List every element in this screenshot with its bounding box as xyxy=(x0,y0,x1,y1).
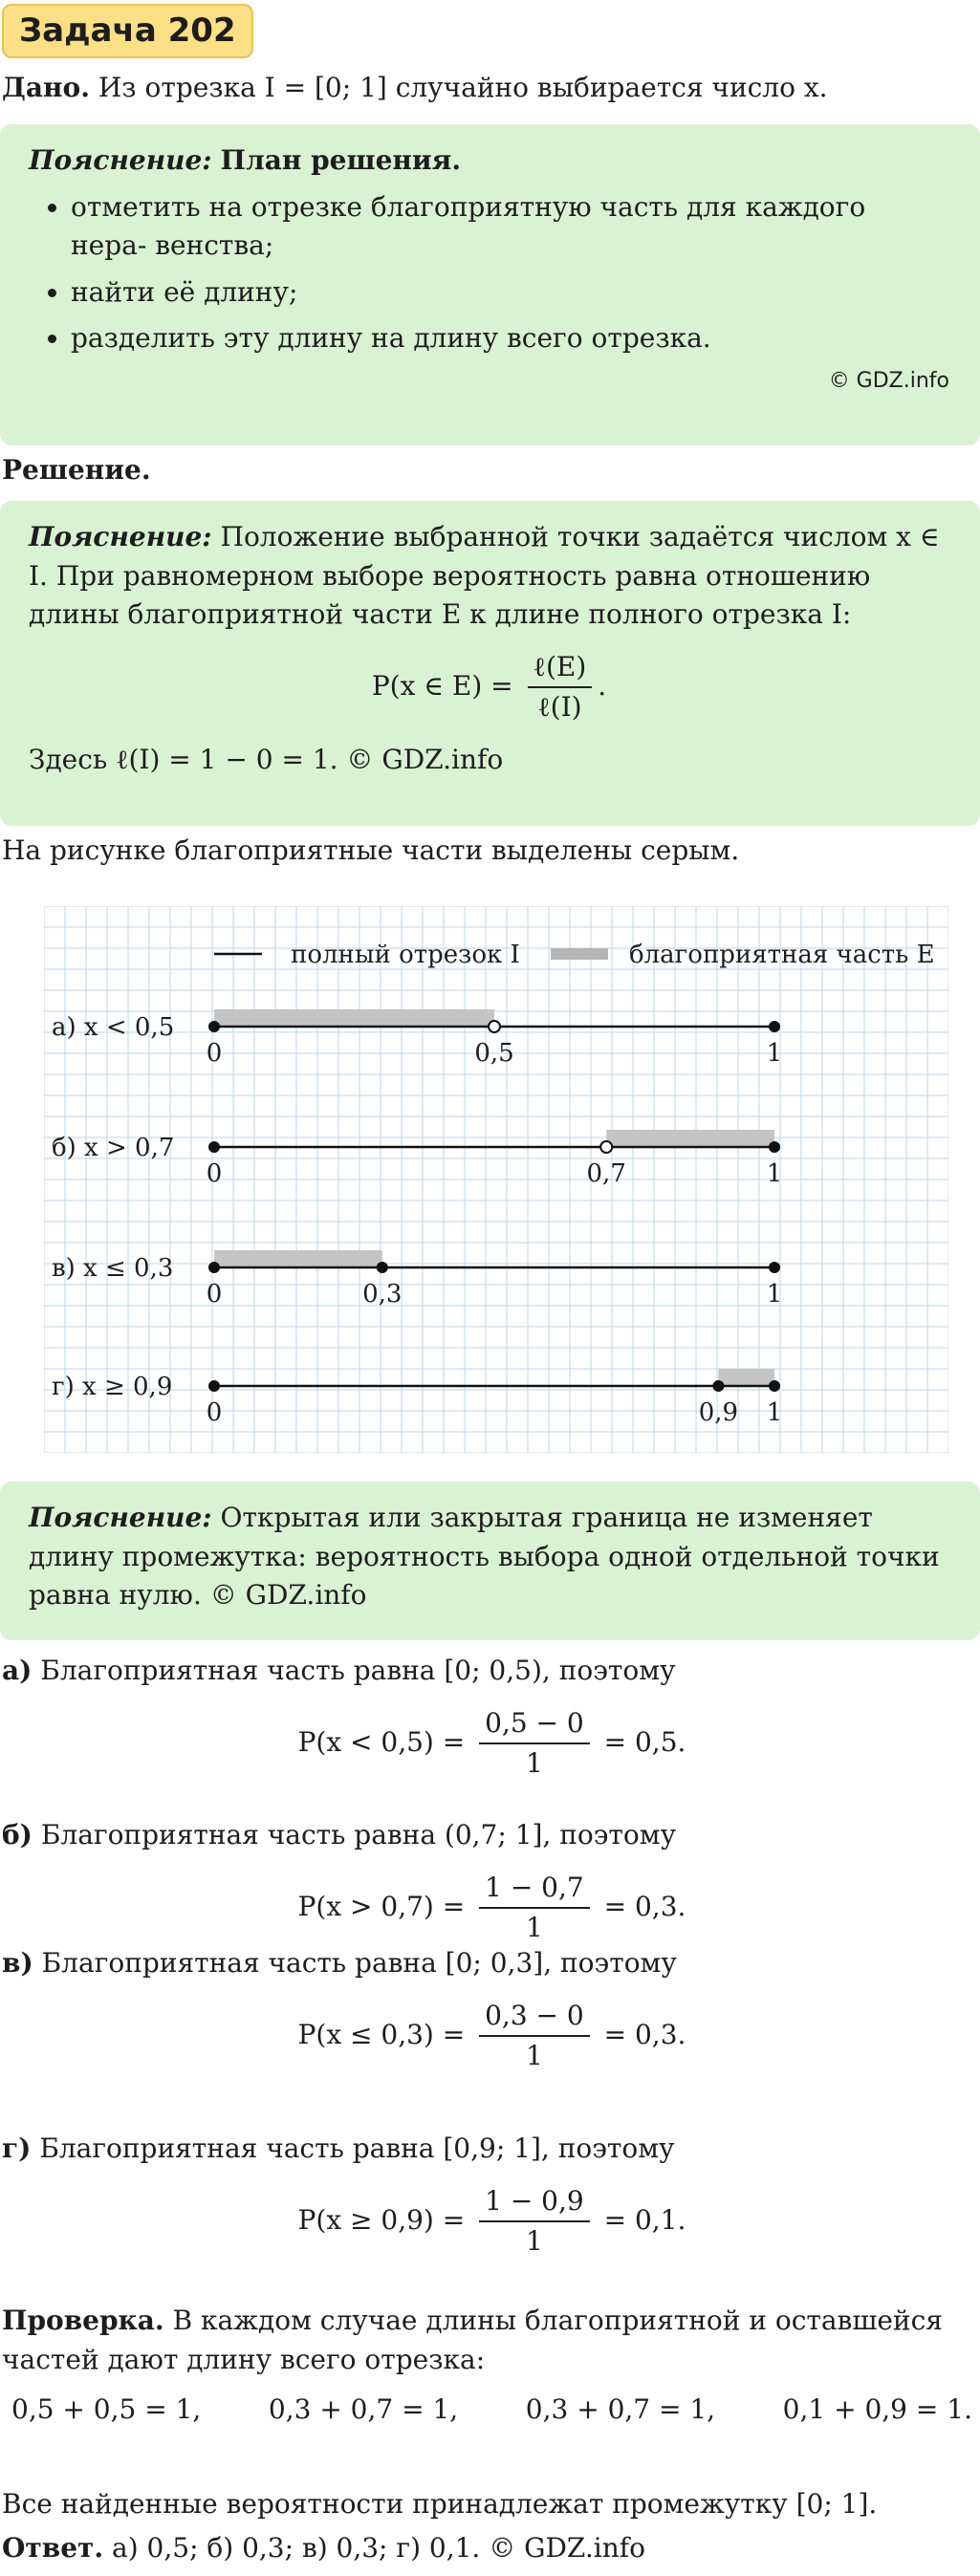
part-d-num: 1 − 0,9 xyxy=(479,2182,590,2223)
check-sum: 0,5 + 0,5 = 1, xyxy=(11,2393,202,2426)
favorable-part xyxy=(606,1130,774,1147)
diagram-row xyxy=(52,1250,782,1309)
formula-fraction xyxy=(528,648,593,727)
tick-label-end: 1 xyxy=(766,1398,783,1427)
formula-denominator: ℓ(I) xyxy=(537,691,582,724)
explain1-label: Пояснение: xyxy=(29,521,212,552)
tick-label-start: 0 xyxy=(206,1039,223,1068)
part-b-formula xyxy=(2,1869,980,1948)
tick-label-mid: 0,3 xyxy=(362,1280,403,1309)
explain2-label: Пояснение: xyxy=(29,1502,212,1533)
endpoint-dot xyxy=(208,1021,220,1032)
row-label: г) x ≥ 0,9 xyxy=(52,1373,173,1401)
part-c-left: P(x ≤ 0,3) = xyxy=(297,2018,466,2050)
part-a-right: = 0,5. xyxy=(603,1725,686,1758)
diagram-row xyxy=(52,1009,782,1068)
check-sum: 0,1 + 0,9 = 1. xyxy=(782,2393,972,2426)
conclusion: Все найденные вероятности принадлежат промежутку [0; 1]. xyxy=(2,2488,878,2520)
legend-full-text: полный отрезок I xyxy=(291,941,520,969)
row-label: в) x ≤ 0,3 xyxy=(52,1254,174,1283)
closed-point xyxy=(377,1262,388,1273)
part-c-den: 1 xyxy=(526,2040,543,2072)
part-c-num: 0,3 − 0 xyxy=(479,1997,590,2038)
endpoint-dot xyxy=(769,1021,780,1032)
part-b-fraction xyxy=(479,1869,590,1948)
given-text: Из отрезка I = [0; 1] случайно выбирается число x. xyxy=(98,72,828,103)
favorable-part xyxy=(214,1009,494,1027)
part-d-left: P(x ≥ 0,9) = xyxy=(297,2203,466,2236)
legend-fav-text: благоприятная часть E xyxy=(629,941,935,969)
tick-label-mid: 0,9 xyxy=(698,1398,739,1427)
closed-point xyxy=(712,1380,724,1392)
part-a-left: P(x < 0,5) = xyxy=(297,1725,466,1758)
part-a-num: 0,5 − 0 xyxy=(479,1704,590,1745)
part-b-text: Благоприятная часть равна (0,7; 1], поэтому xyxy=(40,1819,677,1851)
part-b-den: 1 xyxy=(526,1912,543,1944)
formula-numerator: ℓ(E) xyxy=(528,648,593,689)
legend xyxy=(214,941,935,969)
answer-text: а) 0,5; б) 0,3; в) 0,3; г) 0,1. © GDZ.info xyxy=(112,2532,646,2564)
formula-left: P(x ∈ E) = xyxy=(371,669,513,702)
check-text: В каждом случае длины благоприятной и оставшейся частей дают длину всего отрезка: xyxy=(2,2305,943,2375)
part-d-tag: г) xyxy=(2,2132,32,2164)
check-label: Проверка. xyxy=(2,2305,164,2336)
given-line xyxy=(0,69,980,108)
part-d-formula xyxy=(2,2182,980,2262)
explain2-text: Открытая или закрытая граница не изменяет длину промежутка: вероятность выбора одной отдельной точки равна нулю. © GDZ.info xyxy=(29,1502,940,1612)
part-c-fraction xyxy=(479,1997,590,2076)
tick-label-end: 1 xyxy=(766,1280,783,1309)
tick-label-start: 0 xyxy=(206,1159,223,1188)
tick-label-mid: 0,5 xyxy=(474,1039,514,1068)
explain1-text: Положение выбранной точки задаётся числом x ∈ I. При равномерном выборе вероятность равна отношению длины благоприятной части E к длине полного отрезка I: xyxy=(29,521,940,631)
endpoint-dot xyxy=(208,1141,220,1153)
plan-item: • разделить эту длину на длину всего отрезка. xyxy=(71,319,949,358)
part-a xyxy=(0,1652,980,1797)
explain1-footer: Здесь ℓ(I) = 1 − 0 = 1. © GDZ.info xyxy=(29,743,504,775)
grid-lines xyxy=(44,906,948,1453)
part-d xyxy=(0,2130,980,2275)
answer-line xyxy=(0,2529,980,2568)
tick-label-start: 0 xyxy=(206,1398,223,1427)
tick-label-end: 1 xyxy=(766,1039,783,1068)
part-c xyxy=(0,1944,980,2089)
segments-diagram xyxy=(44,906,948,1453)
task-title: Задача 202 xyxy=(2,4,253,58)
endpoint-dot xyxy=(769,1141,780,1153)
part-a-fraction xyxy=(479,1704,590,1784)
open-point xyxy=(489,1021,500,1032)
row-label: а) x < 0,5 xyxy=(52,1013,175,1042)
solution-heading: Решение. xyxy=(2,454,151,486)
diagram-rows xyxy=(52,1009,782,1427)
part-b xyxy=(0,1816,980,1961)
part-b-num: 1 − 0,7 xyxy=(479,1869,590,1910)
favorable-part xyxy=(214,1250,382,1267)
tick-label-start: 0 xyxy=(206,1280,223,1309)
endpoint-dot xyxy=(769,1380,780,1392)
explain-box-1 xyxy=(0,501,980,826)
part-c-right: = 0,3. xyxy=(603,2018,686,2050)
plan-item: • найти её длину; xyxy=(71,273,949,313)
part-d-fraction xyxy=(479,2182,590,2262)
part-c-text: Благоприятная часть равна [0; 0,3], поэтому xyxy=(41,1947,677,1979)
plan-list xyxy=(29,188,949,358)
diagram-row xyxy=(52,1369,782,1427)
endpoint-dot xyxy=(208,1380,220,1392)
part-d-den: 1 xyxy=(526,2225,543,2258)
formula-end: . xyxy=(598,669,607,702)
part-c-tag: в) xyxy=(2,1947,33,1979)
part-a-formula xyxy=(2,1704,980,1784)
check-sum: 0,3 + 0,7 = 1, xyxy=(525,2393,716,2426)
check-sum: 0,3 + 0,7 = 1, xyxy=(268,2393,459,2426)
part-a-den: 1 xyxy=(526,1747,543,1780)
tick-label-mid: 0,7 xyxy=(586,1159,626,1188)
answer-label: Ответ. xyxy=(2,2532,104,2564)
plan-item: • отметить на отрезке благоприятную часть для каждого нера- венства; xyxy=(71,188,949,266)
part-d-text: Благоприятная часть равна [0,9; 1], поэтому xyxy=(39,2132,675,2164)
endpoint-dot xyxy=(208,1262,220,1273)
part-b-left: P(x > 0,7) = xyxy=(297,1890,466,1922)
explain-box-2 xyxy=(0,1482,980,1640)
plan-title: План решения. xyxy=(220,144,462,176)
plan-copyright: © GDZ.info xyxy=(828,368,949,393)
plan-box xyxy=(0,124,980,445)
explain1-formula xyxy=(29,648,949,727)
part-a-text: Благоприятная часть равна [0; 0,5), поэтому xyxy=(40,1655,676,1686)
row-label: б) x > 0,7 xyxy=(52,1134,175,1162)
endpoint-dot xyxy=(769,1262,780,1273)
figure-intro: На рисунке благоприятные части выделены серым. xyxy=(2,834,740,866)
check-section xyxy=(0,2302,980,2430)
part-a-tag: а) xyxy=(2,1655,33,1686)
part-b-tag: б) xyxy=(2,1819,33,1851)
part-b-right: = 0,3. xyxy=(603,1890,686,1922)
tick-label-end: 1 xyxy=(766,1159,783,1188)
favorable-part xyxy=(718,1369,774,1386)
plan-label: Пояснение: xyxy=(29,144,212,176)
part-c-formula xyxy=(2,1997,980,2076)
check-sums xyxy=(2,2391,980,2430)
part-d-right: = 0,1. xyxy=(603,2203,686,2236)
given-label: Дано. xyxy=(2,72,90,103)
open-point xyxy=(600,1141,612,1153)
